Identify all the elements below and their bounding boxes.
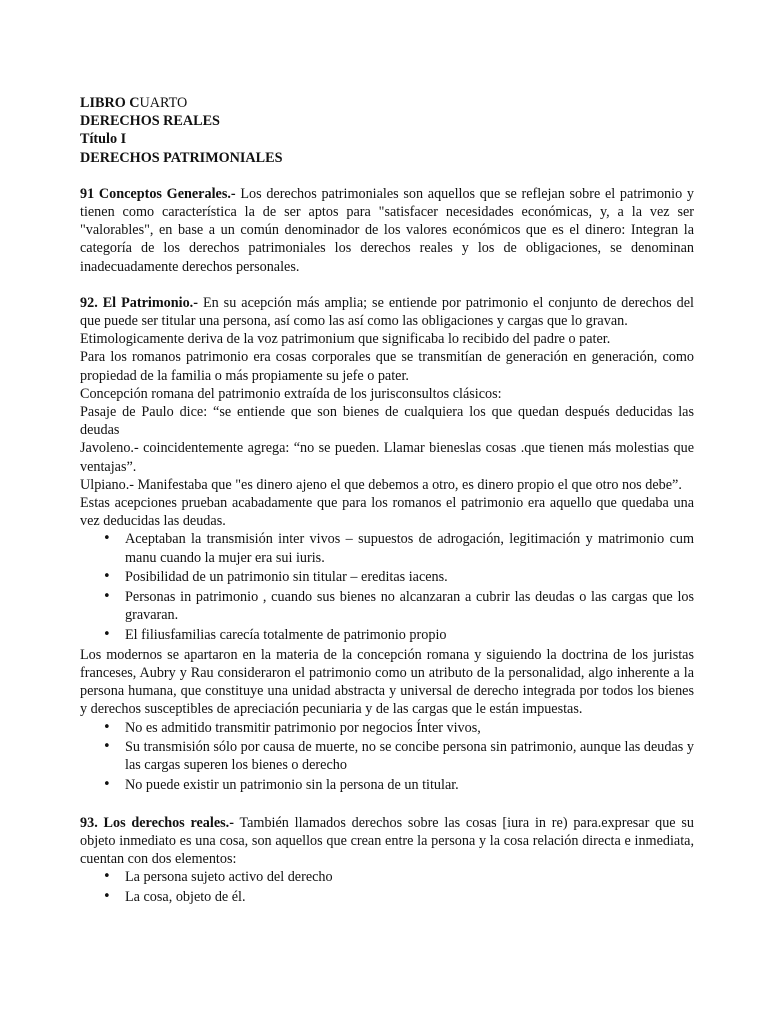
- paragraph-91: [80, 185, 694, 276]
- paragraph-92-conclusion: Estas acepciones prueban acabadamente que para los romanos el patrimonio era aquello que quedaba una vez deducidas las deudas.: [80, 495, 694, 530]
- paragraph-91-text: Los derechos patrimoniales son aquellos que se reflejan sobre el patrimonio y tienen como característica la de ser aptos para "satisfacer necesidades económicas, y, a la vez ser "valorables", en base a un común denominador de los valores económicos que es el dinero: Integran la categoría de los derechos patrimoniales los derechos reales y los de obligaciones, se denominan inadecuadamente derechos personales.: [80, 185, 694, 275]
- paragraph-91-label: 91 Conceptos Generales.-: [80, 185, 236, 202]
- book-heading: [80, 94, 694, 112]
- list-item: • Posibilidad de un patrimonio sin titular – ereditas iacens.: [125, 568, 694, 586]
- paragraph-93-label: 93. Los derechos reales.-: [80, 814, 234, 831]
- paragraph-92-text: En su acepción más amplia; se entiende por patrimonio el conjunto de derechos del que puede ser titular una persona, así como las así como las obligaciones y cargas que lo gravan.: [80, 294, 694, 330]
- list-item: • La cosa, objeto de él.: [125, 888, 694, 906]
- document-body: [80, 94, 694, 908]
- section-heading-text: DERECHOS REALES: [80, 113, 220, 130]
- title-heading: [80, 130, 694, 148]
- paragraph-93-text: También llamados derechos sobre las cosas [iura in re) para.expresar que su objeto inmediato es una cosa, son aquellos que crean entre la persona y la cosa relación directa e inmediata, cuentan con dos elementos:: [80, 814, 694, 868]
- chapter-heading: [80, 149, 694, 167]
- chapter-heading-text: DERECHOS PATRIMONIALES: [80, 149, 283, 166]
- paragraph-92-intro: [80, 294, 694, 330]
- paragraph-92-moderns: Los modernos se apartaron en la materia de la concepción romana y siguiendo la doctrina de los juristas franceses, Aubry y Rau consideraron el patrimonio como un atributo de la personalidad, algo inherente a la persona humana, que constituye una unidad abstracta y universal de derecho integrada por todos los bienes y derechos susceptibles de apreciación pecuniaria y de las cargas que le están impuestas.: [80, 646, 694, 718]
- list-item: • La persona sujeto activo del derecho: [125, 868, 694, 886]
- list-item: • El filiusfamilias carecía totalmente de patrimonio propio: [125, 626, 694, 644]
- list-item: • Personas in patrimonio , cuando sus bienes no alcanzaran a cubrir las deudas o las cargas que los gravaran.: [125, 588, 694, 624]
- book-heading-rest: UARTO: [139, 95, 188, 111]
- list-item: • No puede existir un patrimonio sin la persona de un titular.: [125, 776, 694, 794]
- title-heading-text: Título I: [80, 131, 127, 148]
- bullet-list-elements: [80, 868, 694, 906]
- paragraph-92-romans: Para los romanos patrimonio era cosas corporales que se transmitían de generación en generación, como propiedad de la familia o más propiamente su jefe o pater.: [80, 349, 694, 384]
- paragraph-92-conception: Concepción romana del patrimonio extraída de los jurisconsultos clásicos:: [80, 385, 502, 402]
- section-heading: [80, 112, 694, 130]
- bullet-list-roman: [80, 530, 694, 644]
- paragraph-92-paulo: Pasaje de Paulo dice: “se entiende que son bienes de cualquiera los que quedan después deducidas las deudas: [80, 404, 694, 439]
- list-item: • No es admitido transmitir patrimonio por negocios Ínter vivos,: [125, 719, 694, 737]
- paragraph-92-etymology: Etimologicamente deriva de la voz patrimonium que significaba lo recibido del padre o pater.: [80, 331, 611, 348]
- bullet-list-modern: [80, 719, 694, 795]
- paragraph-93: [80, 814, 694, 869]
- paragraph-92-label: 92. El Patrimonio.-: [80, 294, 198, 311]
- book-heading-bold: LIBRO C: [80, 95, 140, 111]
- paragraph-92-ulpiano: Ulpiano.- Manifestaba que "es dinero ajeno el que debemos a otro, es dinero propio el que otro nos debe”.: [80, 476, 682, 493]
- list-item: • Su transmisión sólo por causa de muerte, no se concibe persona sin patrimonio, aunque las deudas y las cargas superen los bienes o derecho: [125, 738, 694, 774]
- list-item: • Aceptaban la transmisión inter vivos – supuestos de adrogación, legitimación y matrimonio cum manu cuando la mujer era sui iuris.: [125, 530, 694, 566]
- paragraph-92-javoleno: Javoleno.- coincidentemente agrega: “no se pueden. Llamar bieneslas cosas .que tienen más molestias que ventajas”.: [80, 440, 694, 475]
